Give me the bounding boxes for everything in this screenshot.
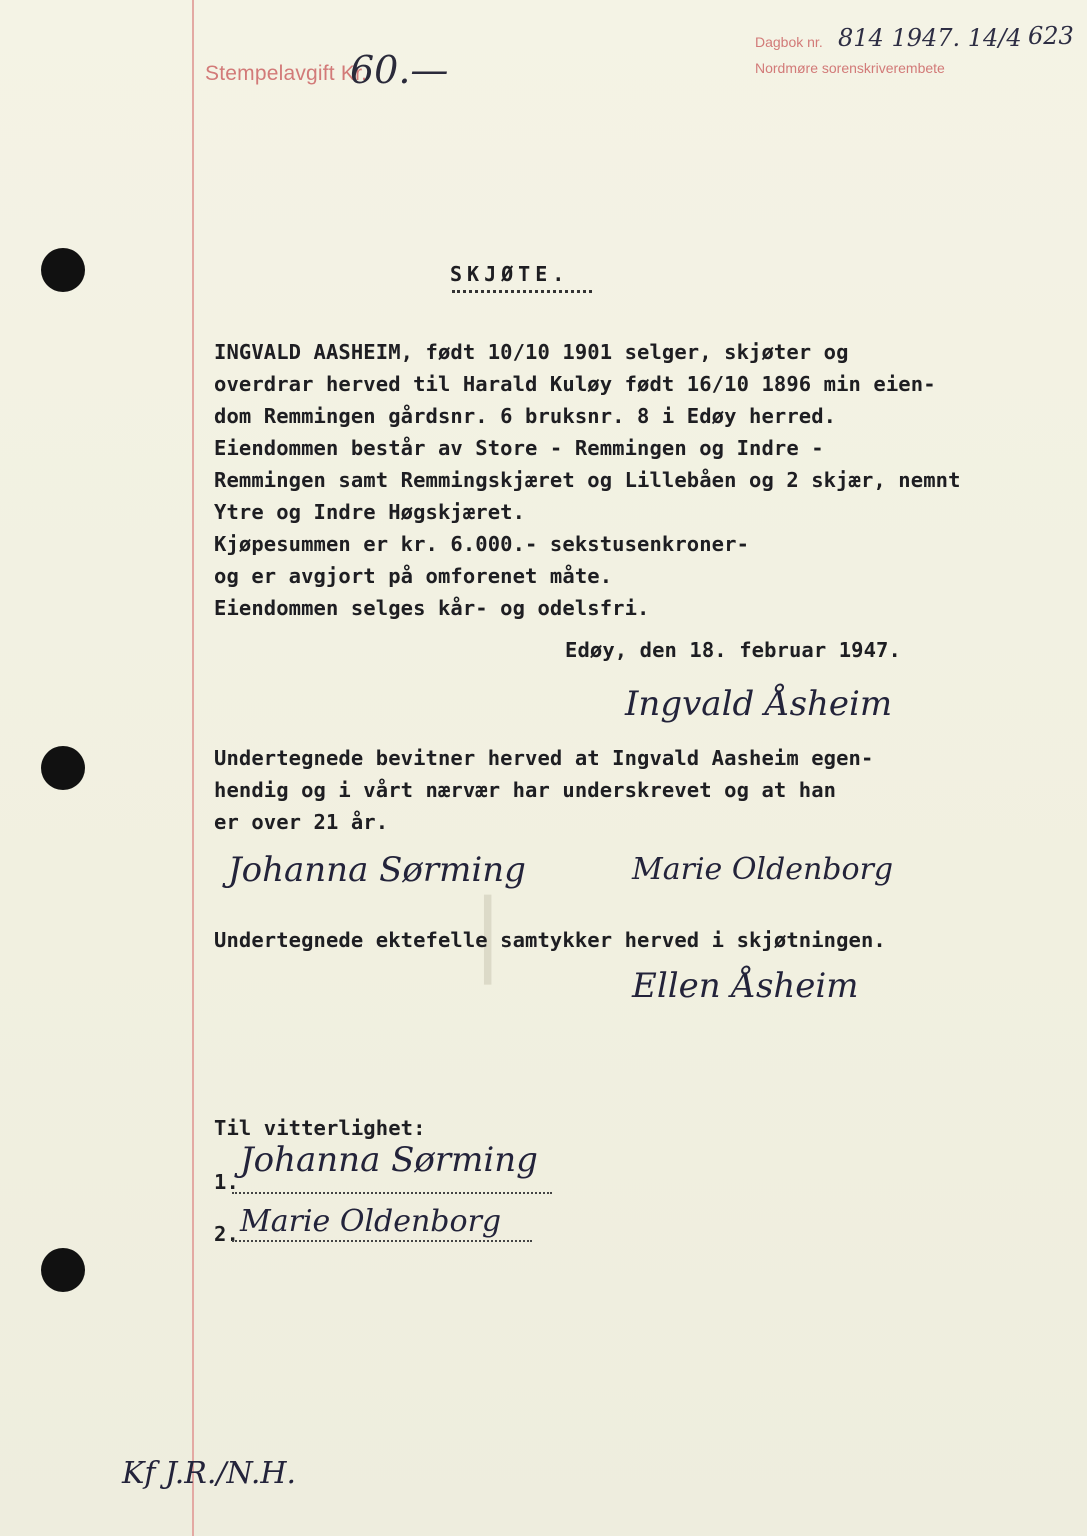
body-line: INGVALD AASHEIM, født 10/10 1901 selger, skjøter og <box>214 340 849 364</box>
body-line: overdrar herved til Harald Kuløy født 16/10 1896 min eien- <box>214 372 936 396</box>
attestation-item-2-signature: Marie Oldenborg <box>240 1204 502 1239</box>
dagbok-value: 814 1947. 14/4 <box>838 24 1022 52</box>
attestation-item-1-number: 1. <box>214 1170 239 1194</box>
body-line: og er avgjort på omforenet måte. <box>214 564 613 588</box>
body-line: Eiendommen består av Store - Remmingen og Indre - <box>214 436 824 460</box>
witness-statement-line: er over 21 år. <box>214 810 389 834</box>
dagbok-label: Dagbok nr. <box>755 34 823 50</box>
signature-dotted-line <box>232 1192 552 1194</box>
attestation-heading: Til vitterlighet: <box>214 1116 426 1140</box>
place-date: Edøy, den 18. februar 1947. <box>565 638 901 662</box>
body-line: dom Remmingen gårdsnr. 6 bruksnr. 8 i Edøy herred. <box>214 404 837 428</box>
punch-hole <box>41 1248 85 1292</box>
spouse-signature: Ellen Åsheim <box>632 966 859 1006</box>
page-number: 623 <box>1028 22 1074 50</box>
document-title: SKJØTE. <box>450 262 570 286</box>
body-line: Ytre og Indre Høgskjæret. <box>214 500 526 524</box>
footer-note: Kf J.R./N.H. <box>122 1456 297 1491</box>
seller-signature: Ingvald Åsheim <box>625 684 893 724</box>
show-through-mark: ❘ <box>450 884 526 983</box>
office-stamp: Nordmøre sorenskriverembete <box>755 60 945 76</box>
attestation-item-2-number: 2. <box>214 1222 239 1246</box>
title-underline <box>452 290 592 293</box>
signature-dotted-line <box>232 1240 532 1242</box>
body-line: Kjøpesummen er kr. 6.000.- sekstusenkroner- <box>214 532 750 556</box>
body-line: Eiendommen selges kår- og odelsfri. <box>214 596 650 620</box>
witness-1-signature: Johanna Sørming <box>228 850 526 890</box>
margin-rule <box>192 0 194 1536</box>
punch-hole <box>41 746 85 790</box>
stamp-fee-label: Stempelavgift Kr. <box>205 62 368 85</box>
witness-2-signature: Marie Oldenborg <box>632 852 894 887</box>
spouse-statement: Undertegnede ektefelle samtykker herved i skjøtningen. <box>214 928 886 952</box>
witness-statement-line: hendig og i vårt nærvær har underskrevet og at han <box>214 778 837 802</box>
witness-statement-line: Undertegnede bevitner herved at Ingvald Aasheim egen- <box>214 746 874 770</box>
body-line: Remmingen samt Remmingskjæret og Lillebåen og 2 skjær, nemnt <box>214 468 961 492</box>
attestation-item-1-signature: Johanna Sørming <box>240 1140 538 1180</box>
punch-hole <box>41 248 85 292</box>
stamp-fee-amount: 60.— <box>350 48 449 92</box>
